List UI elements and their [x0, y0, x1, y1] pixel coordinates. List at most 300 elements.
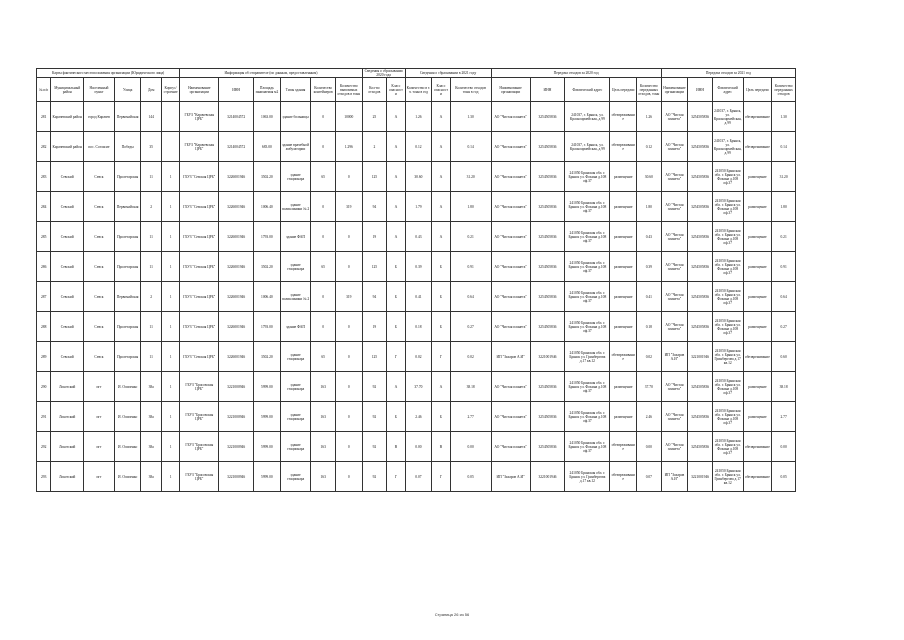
- table-cell: 0.41: [405, 282, 432, 312]
- header-group-cell: Информация об отправителе (по данным, предоставленным): [180, 69, 362, 78]
- table-cell: 3226001946: [219, 192, 254, 222]
- table-cell: 285: [37, 222, 51, 252]
- table-cell: 1.80: [450, 192, 491, 222]
- table-cell: ГБУЗ "Брасовская ЦРБ": [180, 402, 219, 432]
- table-cell: И. Осипенко: [114, 462, 141, 492]
- table-cell: 3226001946: [219, 282, 254, 312]
- table-cell: 11: [141, 222, 161, 252]
- table-row: [37, 162, 796, 192]
- table-row: [37, 222, 796, 252]
- table-cell: Пролетарская: [114, 162, 141, 192]
- table-cell: 31.20: [450, 162, 491, 192]
- table-cell: 0.00: [637, 432, 662, 462]
- table-cell: здание стационара: [280, 162, 311, 192]
- table-cell: 1: [161, 222, 179, 252]
- header-group-cell: Передача отходов за 2021 год: [661, 69, 795, 78]
- table-cell: Победы: [114, 132, 141, 162]
- table-cell: ГБУЗ "Севская ЦРБ": [180, 342, 219, 372]
- table-cell: АО "Чистая планета": [491, 102, 530, 132]
- table-cell: Первомайская: [114, 102, 141, 132]
- table-cell: 0.43: [405, 222, 432, 252]
- table-cell: 3226001946: [219, 312, 254, 342]
- table-cell: Г: [432, 342, 450, 372]
- table-cell: пгт: [84, 402, 115, 432]
- table-cell: 2.77: [450, 402, 491, 432]
- table-cell: 3254505836: [688, 222, 713, 252]
- table-cell: обезвреживание: [743, 432, 772, 462]
- table-cell: 38а: [141, 372, 161, 402]
- table-cell: 3221001946: [530, 342, 565, 372]
- table-cell: 1793.00: [254, 312, 281, 342]
- table-cell: 0: [311, 312, 336, 342]
- column-header: Фактический адрес: [565, 78, 610, 102]
- table-cell: 0.14: [772, 132, 796, 162]
- table-cell: 683.00: [254, 132, 281, 162]
- table-cell: здание больницы: [280, 102, 311, 132]
- table-cell: 241050 Брянская обл. г. Брянск ул. Фокина д.108 оф.37: [565, 282, 610, 312]
- table-cell: 292: [37, 432, 51, 462]
- table-cell: 3221001946: [688, 342, 713, 372]
- table-cell: Карачевский район: [51, 132, 84, 162]
- table-cell: 293: [37, 462, 51, 492]
- table-cell: Г: [387, 462, 405, 492]
- column-header: Класс опасности: [387, 78, 405, 102]
- table-cell: АО "Чистая планета": [491, 132, 530, 162]
- table-cell: ИП "Захаров А.И": [661, 462, 688, 492]
- table-cell: размещение: [743, 372, 772, 402]
- table-cell: 281: [37, 102, 51, 132]
- table-cell: В: [432, 432, 450, 462]
- table-cell: ИП "Захаров А.И": [491, 462, 530, 492]
- table-cell: обезвреживание: [610, 102, 637, 132]
- table-cell: АО "Чистая планета": [661, 372, 688, 402]
- table-cell: 3254505836: [530, 282, 565, 312]
- table-cell: 0: [335, 462, 362, 492]
- table-cell: размещение: [743, 312, 772, 342]
- table-cell: АО "Чистая планета": [491, 402, 530, 432]
- table-cell: обезвреживание: [610, 432, 637, 462]
- table-cell: 0.27: [450, 312, 491, 342]
- table-cell: 25: [362, 102, 387, 132]
- table-cell: А: [387, 192, 405, 222]
- table-cell: А: [432, 132, 450, 162]
- table-row: [37, 432, 796, 462]
- table-cell: 1006.40: [254, 282, 281, 312]
- table-cell: 241037, г. Брянск, ул. Красноармейская, д.99: [712, 132, 743, 162]
- table-cell: 0: [335, 252, 362, 282]
- table-cell: здание поликлиники № 2: [280, 282, 311, 312]
- table-cell: ИП "Захаров А.И": [661, 342, 688, 372]
- table-cell: 3254505836: [530, 102, 565, 132]
- column-header: Населенный пункт: [84, 78, 115, 102]
- table-cell: 0.39: [405, 252, 432, 282]
- table-cell: ГБУЗ "Карачевская ЦРБ": [180, 132, 219, 162]
- table-cell: 92: [362, 372, 387, 402]
- table-cell: 241050 Брянская обл. г. Брянск ул. Фокина д.108 оф.37: [712, 402, 743, 432]
- table-cell: И. Осипенко: [114, 402, 141, 432]
- table-cell: здание стационара: [280, 342, 311, 372]
- table-cell: обезвреживание: [610, 462, 637, 492]
- table-cell: Севский: [51, 252, 84, 282]
- table-cell: размещение: [610, 252, 637, 282]
- table-cell: пгт: [84, 462, 115, 492]
- table-cell: 38.18: [450, 372, 491, 402]
- table-cell: 0.05: [772, 462, 796, 492]
- table-cell: размещение: [743, 252, 772, 282]
- table-cell: 0: [335, 372, 362, 402]
- table-row: [37, 462, 796, 492]
- table-row: [37, 312, 796, 342]
- table-cell: 0.02: [637, 342, 662, 372]
- table-cell: 241050 Брянская обл. г. Брянск ул. Фокина д.108 оф.37: [565, 252, 610, 282]
- column-header: Наименование организации: [491, 78, 530, 102]
- table-cell: А: [432, 372, 450, 402]
- table-cell: 3226001946: [219, 162, 254, 192]
- table-cell: 37.70: [637, 372, 662, 402]
- table-cell: А: [432, 102, 450, 132]
- table-cell: обезвреживание: [743, 462, 772, 492]
- table-cell: здание стационара: [280, 462, 311, 492]
- column-header: Количество переданных отходов, тонн: [637, 78, 662, 102]
- header-group-cell: Карты фактического местоположения организации (Юридического лица): [37, 69, 180, 78]
- table-cell: 3254505836: [688, 372, 713, 402]
- table-cell: ГБУЗ "Севская ЦРБ": [180, 192, 219, 222]
- table-cell: 3226001946: [219, 342, 254, 372]
- table-cell: пгт: [84, 432, 115, 462]
- table-cell: 241050 Брянская обл. г. Брянск ул. Гринбергова д.17 кв.12: [712, 342, 743, 372]
- table-cell: 1: [161, 402, 179, 432]
- table-cell: 163: [311, 402, 336, 432]
- table-cell: 11: [141, 312, 161, 342]
- table-cell: ГБУЗ "Севская ЦРБ": [180, 162, 219, 192]
- table-cell: 0.07: [637, 462, 662, 492]
- table-cell: 94: [362, 192, 387, 222]
- table-cell: Б: [387, 282, 405, 312]
- table-cell: 0: [335, 312, 362, 342]
- table-cell: 38.18: [772, 372, 796, 402]
- table-cell: 3254505836: [688, 192, 713, 222]
- column-header: Площадь занимаемая м2: [254, 78, 281, 102]
- table-cell: 287: [37, 282, 51, 312]
- table-cell: И. Осипенко: [114, 372, 141, 402]
- table-cell: А: [387, 102, 405, 132]
- table-cell: 125: [362, 252, 387, 282]
- table-cell: 3254505836: [530, 402, 565, 432]
- document-sheet: [36, 68, 796, 492]
- table-cell: 2: [141, 192, 161, 222]
- table-cell: 0.91: [772, 252, 796, 282]
- table-cell: 3221000946: [219, 432, 254, 462]
- table-cell: 241037, г. Брянск, ул. Красноармейская, д.99: [712, 102, 743, 132]
- table-cell: размещение: [610, 372, 637, 402]
- table-cell: 1.80: [772, 192, 796, 222]
- table-cell: АО "Чистая планета": [661, 222, 688, 252]
- table-cell: АО "Чистая планета": [491, 252, 530, 282]
- column-header: Наименование организации: [661, 78, 688, 102]
- table-cell: Севск: [84, 282, 115, 312]
- table-cell: 3254505836: [688, 312, 713, 342]
- table-cell: 163: [311, 372, 336, 402]
- table-cell: АО "Чистая планета": [661, 432, 688, 462]
- table-cell: 241050 Брянская обл. г. Брянск ул. Фокина д.108 оф.37: [712, 432, 743, 462]
- table-cell: 0.39: [637, 252, 662, 282]
- table-cell: АО "Чистая планета": [491, 192, 530, 222]
- table-cell: 5999.00: [254, 462, 281, 492]
- table-cell: 241050 Брянская обл. г. Брянск ул. Фокина д.108 оф.37: [712, 192, 743, 222]
- table-cell: 0: [335, 222, 362, 252]
- table-cell: Севск: [84, 252, 115, 282]
- table-cell: 1.296: [335, 132, 362, 162]
- table-cell: Локотский: [51, 462, 84, 492]
- table-cell: 0.91: [450, 252, 491, 282]
- table-cell: 0: [335, 342, 362, 372]
- table-cell: 3254505836: [530, 222, 565, 252]
- table-cell: ГБУЗ "Севская ЦРБ": [180, 282, 219, 312]
- table-cell: 0: [311, 192, 336, 222]
- table-cell: обезвреживание: [743, 342, 772, 372]
- table-cell: Б: [387, 252, 405, 282]
- table-cell: 3502.20: [254, 252, 281, 282]
- table-cell: А: [387, 372, 405, 402]
- table-cell: 3214004572: [219, 102, 254, 132]
- table-cell: 1: [161, 162, 179, 192]
- table-cell: ИП "Захаров А.И": [491, 342, 530, 372]
- table-cell: размещение: [610, 282, 637, 312]
- table-cell: Г: [432, 462, 450, 492]
- table-cell: 1063.00: [254, 102, 281, 132]
- header-group-row: [37, 69, 796, 78]
- column-header: Улица: [114, 78, 141, 102]
- table-cell: 163: [311, 462, 336, 492]
- table-cell: пос. Согласие: [84, 132, 115, 162]
- table-cell: 1: [161, 282, 179, 312]
- table-row: [37, 192, 796, 222]
- table-cell: Г: [387, 342, 405, 372]
- column-header: Класс опасности: [432, 78, 450, 102]
- column-header: Цель передачи: [743, 78, 772, 102]
- column-header: Количество переданных отходов: [772, 78, 796, 102]
- table-cell: 5999.00: [254, 402, 281, 432]
- table-cell: 3221000946: [219, 462, 254, 492]
- table-cell: 1: [161, 252, 179, 282]
- table-cell: АО "Чистая планета": [661, 282, 688, 312]
- table-cell: 3221000946: [219, 372, 254, 402]
- table-row: [37, 282, 796, 312]
- column-header: ИНН: [530, 78, 565, 102]
- table-cell: 0.18: [637, 312, 662, 342]
- table-cell: 241050 Брянская обл. г. Брянск ул. Гринбергова д.17 кв.12: [565, 342, 610, 372]
- header-group-cell: Передача отходов за 2020 год: [491, 69, 661, 78]
- table-cell: АО "Чистая планета": [661, 102, 688, 132]
- table-cell: 241050 Брянская обл. г. Брянск ул. Фокина д.108 оф.37: [712, 312, 743, 342]
- column-header: Корпус/строение: [161, 78, 179, 102]
- table-cell: 0.14: [450, 132, 491, 162]
- table-cell: 241050 Брянская обл. г. Брянск ул. Фокина д.108 оф.37: [565, 402, 610, 432]
- table-cell: Севский: [51, 222, 84, 252]
- table-cell: 92: [362, 462, 387, 492]
- table-cell: АО "Чистая планета": [661, 162, 688, 192]
- table-cell: 0.00: [405, 432, 432, 462]
- table-cell: размещение: [743, 162, 772, 192]
- table-cell: пгт: [84, 372, 115, 402]
- table-cell: ГБУЗ "Брасовская ЦРБ": [180, 462, 219, 492]
- table-cell: Севск: [84, 162, 115, 192]
- table-cell: 92: [362, 432, 387, 462]
- table-cell: 319: [335, 192, 362, 222]
- column-header: Кол-во отходов: [362, 78, 387, 102]
- table-cell: 0.18: [405, 312, 432, 342]
- table-cell: 1793.00: [254, 222, 281, 252]
- table-cell: размещение: [743, 402, 772, 432]
- table-cell: 241050 Брянская обл. г. Брянск ул. Фокина д.108 оф.37: [565, 372, 610, 402]
- table-cell: здание стационара: [280, 252, 311, 282]
- table-cell: 30.60: [405, 162, 432, 192]
- table-cell: здание стационара: [280, 432, 311, 462]
- table-cell: 1.30: [772, 102, 796, 132]
- table-cell: размещение: [743, 282, 772, 312]
- table-cell: 1: [161, 372, 179, 402]
- table-cell: обезвреживание: [743, 132, 772, 162]
- table-cell: 0: [335, 162, 362, 192]
- table-cell: 3221000946: [219, 402, 254, 432]
- table-cell: 282: [37, 132, 51, 162]
- table-cell: 31.20: [772, 162, 796, 192]
- table-row: [37, 102, 796, 132]
- table-cell: ГБУЗ "Севская ЦРБ": [180, 252, 219, 282]
- table-cell: 3254505836: [530, 432, 565, 462]
- page-footer: Страница 26 из 56: [434, 612, 470, 617]
- table-cell: Севский: [51, 282, 84, 312]
- table-cell: 290: [37, 372, 51, 402]
- table-cell: 0: [311, 132, 336, 162]
- table-cell: 38а: [141, 402, 161, 432]
- table-cell: 3254505836: [688, 162, 713, 192]
- table-cell: 0: [335, 432, 362, 462]
- table-cell: здание поликлиники № 2: [280, 192, 311, 222]
- table-cell: И. Осипенко: [114, 432, 141, 462]
- table-cell: 3254505836: [530, 162, 565, 192]
- table-cell: Б: [432, 282, 450, 312]
- table-cell: Севск: [84, 312, 115, 342]
- table-cell: ГБУЗ "Севская ЦРБ": [180, 312, 219, 342]
- table-cell: 3254505836: [688, 252, 713, 282]
- table-cell: 241050 Брянская обл. г. Брянск ул. Гринбергова д.17 кв.12: [712, 462, 743, 492]
- column-header: Количество в т. ч. тонн в год: [405, 78, 432, 102]
- table-cell: 3254505836: [688, 132, 713, 162]
- table-cell: ГБУЗ "Севская ЦРБ": [180, 222, 219, 252]
- column-header: Количество контейнеров: [311, 78, 336, 102]
- table-cell: Севск: [84, 222, 115, 252]
- table-cell: 3221001946: [530, 462, 565, 492]
- table-cell: Локотский: [51, 372, 84, 402]
- table-cell: 0.60: [772, 342, 796, 372]
- table-cell: 3254505836: [688, 282, 713, 312]
- column-header: Муниципальный район: [51, 78, 84, 102]
- table-cell: ГБУЗ "Брасовская ЦРБ": [180, 372, 219, 402]
- table-cell: 241050 Брянская обл. г. Брянск ул. Гринбергова д.17 кв.12: [565, 462, 610, 492]
- table-cell: АО "Чистая планета": [491, 312, 530, 342]
- table-cell: 1.80: [637, 192, 662, 222]
- table-cell: [161, 132, 179, 162]
- table-cell: 288: [37, 312, 51, 342]
- table-cell: Локотский: [51, 432, 84, 462]
- table-cell: обезвреживание: [743, 102, 772, 132]
- table-row: [37, 402, 796, 432]
- table-cell: Б: [432, 312, 450, 342]
- table-cell: размещение: [610, 312, 637, 342]
- table-cell: АО "Чистая планета": [661, 402, 688, 432]
- table-cell: 1: [161, 462, 179, 492]
- table-row: [37, 132, 796, 162]
- table-cell: АО "Чистая планета": [491, 282, 530, 312]
- table-cell: 1006.40: [254, 192, 281, 222]
- table-cell: 1.30: [450, 102, 491, 132]
- table-cell: обезвреживание: [610, 342, 637, 372]
- table-cell: 291: [37, 402, 51, 432]
- table-cell: 38а: [141, 462, 161, 492]
- table-row: [37, 342, 796, 372]
- column-header: Фактический адрес: [712, 78, 743, 102]
- table-cell: размещение: [610, 402, 637, 432]
- table-cell: АО "Чистая планета": [491, 162, 530, 192]
- table-cell: Б: [432, 252, 450, 282]
- table-cell: 0.02: [450, 342, 491, 372]
- table-cell: 2.46: [405, 402, 432, 432]
- table-cell: В: [387, 432, 405, 462]
- table-cell: Б: [387, 402, 405, 432]
- table-cell: 163: [311, 432, 336, 462]
- table-cell: здание стационара: [280, 402, 311, 432]
- table-cell: 3221001946: [688, 462, 713, 492]
- table-cell: 2: [362, 132, 387, 162]
- column-header: Наименование организации: [180, 78, 219, 102]
- table-cell: 125: [362, 342, 387, 372]
- column-header: Количество отходов тонн в год: [450, 78, 491, 102]
- table-cell: 0.64: [772, 282, 796, 312]
- header-group-cell: Сведения о сбрасывании в 2021 году: [405, 69, 491, 78]
- table-cell: А: [387, 222, 405, 252]
- table-cell: Севский: [51, 312, 84, 342]
- table-cell: 30.60: [637, 162, 662, 192]
- table-cell: здание ФАП: [280, 222, 311, 252]
- table-row: [37, 372, 796, 402]
- table-cell: 11: [141, 162, 161, 192]
- table-cell: 241037, г. Брянск, ул. Красноармейская, д.99: [565, 102, 610, 132]
- table-cell: 0.12: [405, 132, 432, 162]
- table-cell: А: [432, 192, 450, 222]
- table-cell: 11: [141, 342, 161, 372]
- column-header: № п/п: [37, 78, 51, 102]
- table-cell: А: [387, 162, 405, 192]
- table-cell: 3254505836: [530, 192, 565, 222]
- table-cell: город Карачев: [84, 102, 115, 132]
- table-cell: 0.64: [450, 282, 491, 312]
- table-cell: 3214004572: [219, 132, 254, 162]
- table-cell: здание стационара: [280, 372, 311, 402]
- table-cell: АО "Чистая планета": [491, 372, 530, 402]
- table-cell: размещение: [610, 162, 637, 192]
- table-cell: 284: [37, 192, 51, 222]
- table-cell: 19: [362, 312, 387, 342]
- table-cell: 2.77: [772, 402, 796, 432]
- table-cell: 3254505836: [530, 132, 565, 162]
- table-cell: 1: [161, 342, 179, 372]
- table-cell: здание врачебной амбулатории: [280, 132, 311, 162]
- table-cell: Севский: [51, 342, 84, 372]
- table-cell: обезвреживание: [610, 132, 637, 162]
- table-cell: АО "Чистая планета": [491, 222, 530, 252]
- table-cell: 3254505836: [530, 312, 565, 342]
